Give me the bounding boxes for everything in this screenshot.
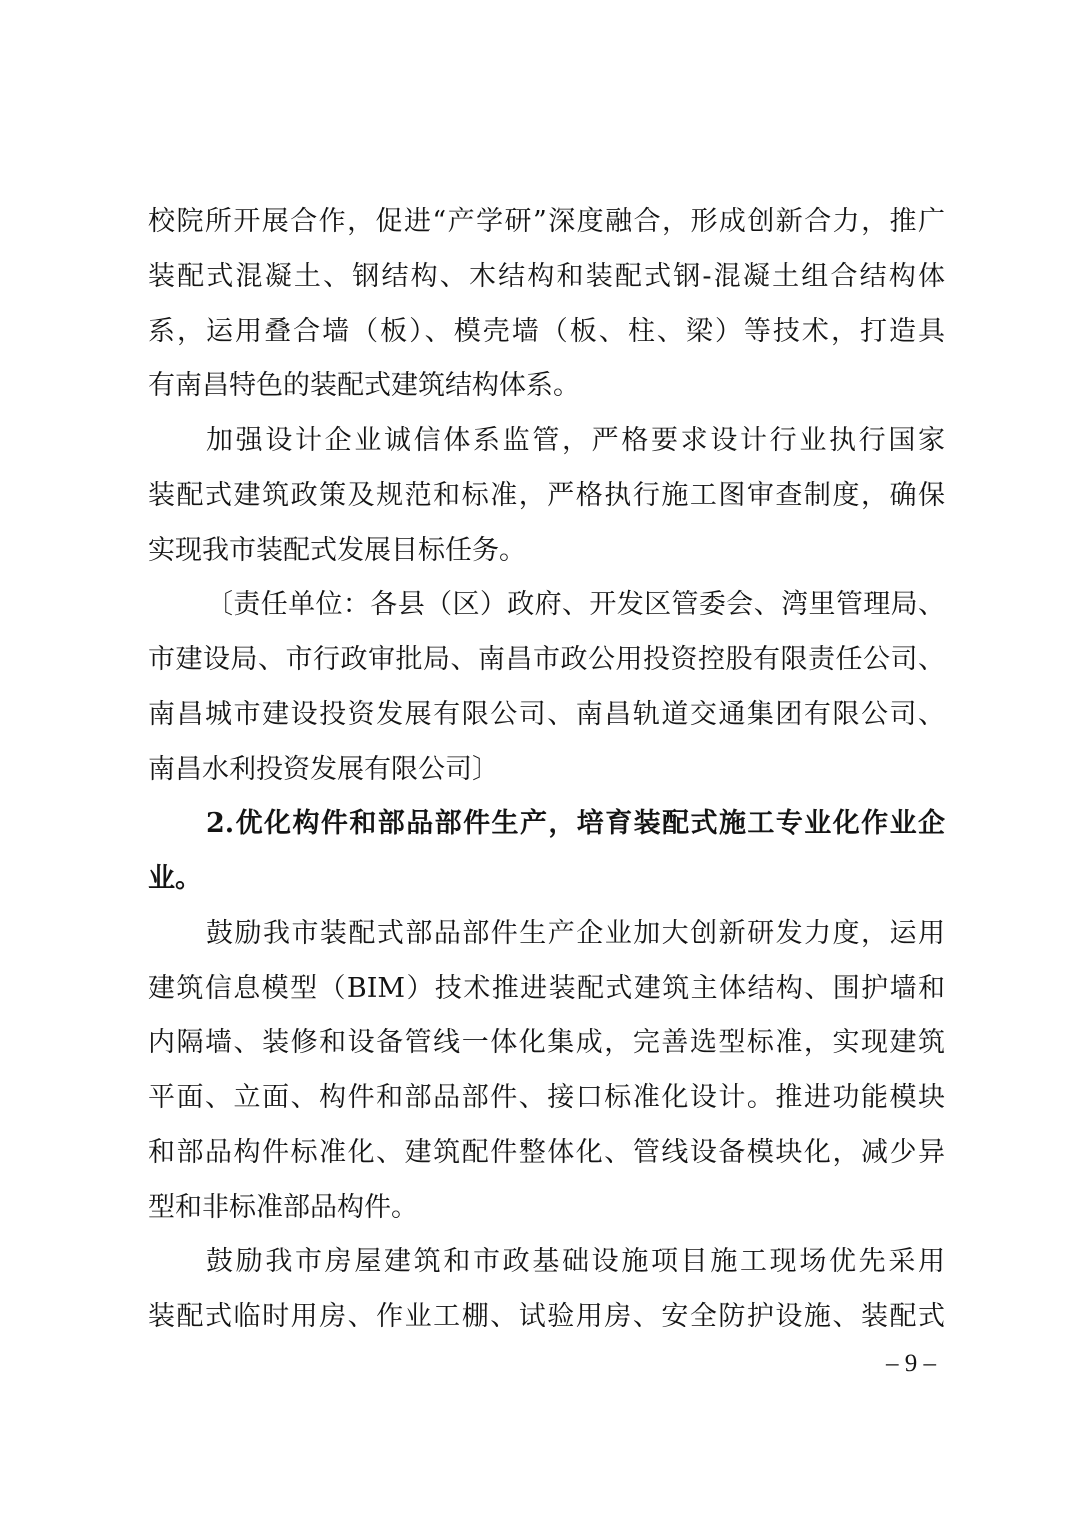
- text-line: 装配式混凝土、钢结构、木结构和装配式钢-混凝土组合结构体: [148, 260, 945, 292]
- text-line: 装配式临时用房、作业工棚、试验用房、安全防护设施、装配式: [148, 1301, 945, 1332]
- document-body: [148, 195, 945, 1345]
- text-line: 市建设局、市行政审批局、南昌市政公用投资控股有限责任公司、: [148, 644, 945, 675]
- paragraph-continuation: [148, 195, 945, 414]
- text-line: 加强设计企业诚信体系监管，严格要求设计行业执行国家: [206, 425, 945, 456]
- paragraph-construction-site: [148, 1235, 945, 1345]
- text-line: 平面、立面、构件和部品部件、接口标准化设计。推进功能模块: [148, 1082, 945, 1113]
- paragraph-component-production: [148, 907, 945, 1236]
- heading-line: 业。: [148, 863, 202, 894]
- text-line: 南昌水利投资发展有限公司〕: [148, 753, 499, 785]
- text-line: 和部品构件标准化、建筑配件整体化、管线设备模块化，减少异: [148, 1136, 945, 1168]
- paragraph-design-supervision: [148, 414, 945, 578]
- text-line: 校院所开展合作，促进“产学研”深度融合，形成创新合力，推广: [148, 206, 945, 237]
- text-line: 系，运用叠合墙（板）、模壳墙（板、柱、梁）等技术，打造具: [148, 315, 945, 347]
- text-line: 内隔墙、装修和设备管线一体化集成，完善选型标准，实现建筑: [148, 1027, 945, 1059]
- heading-line: 2.优化构件和部品部件生产，培育装配式施工专业化作业企: [206, 808, 945, 840]
- page-number: – 9 –: [886, 1350, 936, 1377]
- text-line: 建筑信息模型（BIM）技术推进装配式建筑主体结构、围护墙和: [148, 972, 945, 1004]
- text-line: 实现我市装配式发展目标任务。: [148, 534, 526, 566]
- text-line: 南昌城市建设投资发展有限公司、南昌轨道交通集团有限公司、: [148, 698, 945, 730]
- section-heading: [148, 797, 945, 907]
- text-line: 鼓励我市装配式部品部件生产企业加大创新研发力度，运用: [206, 917, 945, 949]
- text-line: 鼓励我市房屋建筑和市政基础设施项目施工现场优先采用: [206, 1246, 945, 1278]
- text-line: 有南昌特色的装配式建筑结构体系。: [148, 370, 580, 402]
- text-line: 〔责任单位：各县（区）政府、开发区管委会、湾里管理局、: [206, 589, 945, 621]
- paragraph-responsible-units: [148, 578, 945, 797]
- text-line: 型和非标准部品构件。: [148, 1191, 418, 1223]
- text-line: 装配式建筑政策及规范和标准，严格执行施工图审查制度，确保: [148, 479, 945, 511]
